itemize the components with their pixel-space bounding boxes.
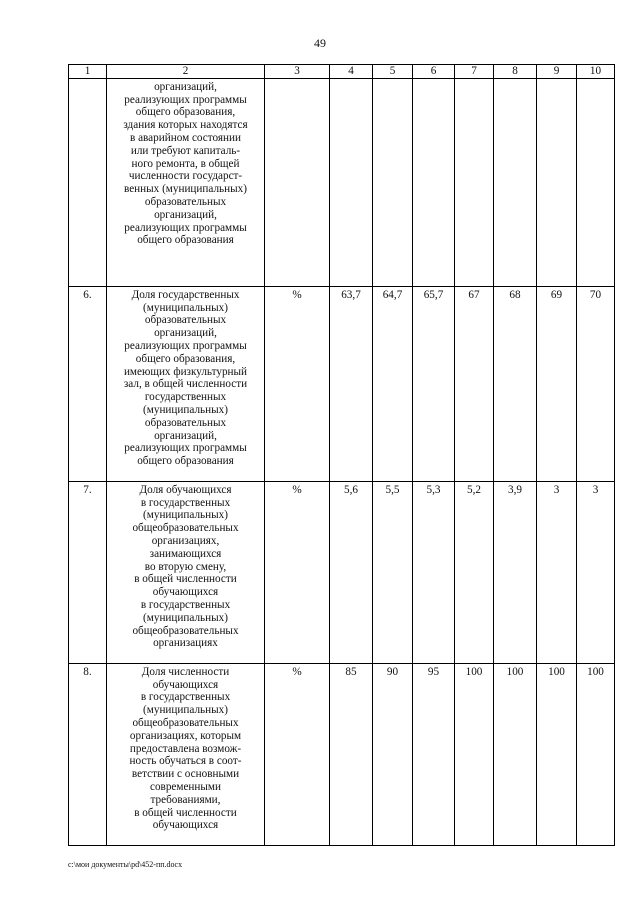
row-number (69, 78, 107, 286)
value-cell: 85 (330, 663, 373, 845)
value-cell (330, 78, 373, 286)
page-number: 49 (314, 36, 326, 50)
value-cell: 100 (537, 663, 577, 845)
row-number: 8. (69, 663, 107, 845)
value-cell: 69 (537, 286, 577, 481)
value-cell (577, 78, 615, 286)
row-number: 6. (69, 286, 107, 481)
unit-cell (265, 78, 330, 286)
indicators-table (68, 64, 615, 846)
header-cell-4: 4 (330, 65, 373, 79)
header-cell-1: 1 (69, 65, 107, 79)
value-cell (455, 78, 494, 286)
indicator-description: организаций, реализующих программы общего образования, здания которых находятся в аварийном состоянии или требуют капиталь- ного ремонта, в общей численности государст- венных (муниципальных) образовательных организаций, реализующих программы общего образования (107, 78, 265, 286)
value-cell (537, 78, 577, 286)
header-cell-3: 3 (265, 65, 330, 79)
table-header-row (69, 65, 615, 79)
value-cell: 65,7 (413, 286, 455, 481)
table-row (69, 481, 615, 663)
value-cell: 5,2 (455, 481, 494, 663)
row-number: 7. (69, 481, 107, 663)
value-cell (373, 78, 413, 286)
value-cell: 5,6 (330, 481, 373, 663)
value-cell: 64,7 (373, 286, 413, 481)
indicator-description: Доля государственных (муниципальных) образовательных организаций, реализующих программы общего образования, имеющих физкультурный зал, в общей численности государственных (муниципальных) образовательных организаций, реализующих программы общего образования (107, 286, 265, 481)
value-cell: 100 (455, 663, 494, 845)
value-cell: 3,9 (494, 481, 537, 663)
header-cell-9: 9 (537, 65, 577, 79)
value-cell: 95 (413, 663, 455, 845)
table-row (69, 663, 615, 845)
value-cell (494, 78, 537, 286)
unit-cell: % (265, 481, 330, 663)
value-cell: 5,5 (373, 481, 413, 663)
file-path-footer: c:\мои документы\pd\452-пп.docx (68, 860, 183, 869)
table-row (69, 78, 615, 286)
value-cell (413, 78, 455, 286)
header-cell-8: 8 (494, 65, 537, 79)
unit-cell: % (265, 663, 330, 845)
unit-cell: % (265, 286, 330, 481)
header-cell-2: 2 (107, 65, 265, 79)
header-cell-6: 6 (413, 65, 455, 79)
table-row (69, 286, 615, 481)
value-cell: 70 (577, 286, 615, 481)
header-cell-5: 5 (373, 65, 413, 79)
value-cell: 100 (494, 663, 537, 845)
value-cell: 3 (537, 481, 577, 663)
value-cell: 63,7 (330, 286, 373, 481)
value-cell: 90 (373, 663, 413, 845)
value-cell: 68 (494, 286, 537, 481)
header-cell-7: 7 (455, 65, 494, 79)
indicator-description: Доля численности обучающихся в государственных (муниципальных) общеобразовательных организациях, которым предоставлена возмож- ность обучаться в соот- ветствии с основными современными требованиями, в общей численности обучающихся (107, 663, 265, 845)
value-cell: 67 (455, 286, 494, 481)
indicator-description: Доля обучающихся в государственных (муниципальных) общеобразовательных организациях, занимающихся во вторую смену, в общей численности обучающихся в государственных (муниципальных) общеобразовательных организациях (107, 481, 265, 663)
value-cell: 5,3 (413, 481, 455, 663)
header-cell-10: 10 (577, 65, 615, 79)
value-cell: 3 (577, 481, 615, 663)
value-cell: 100 (577, 663, 615, 845)
